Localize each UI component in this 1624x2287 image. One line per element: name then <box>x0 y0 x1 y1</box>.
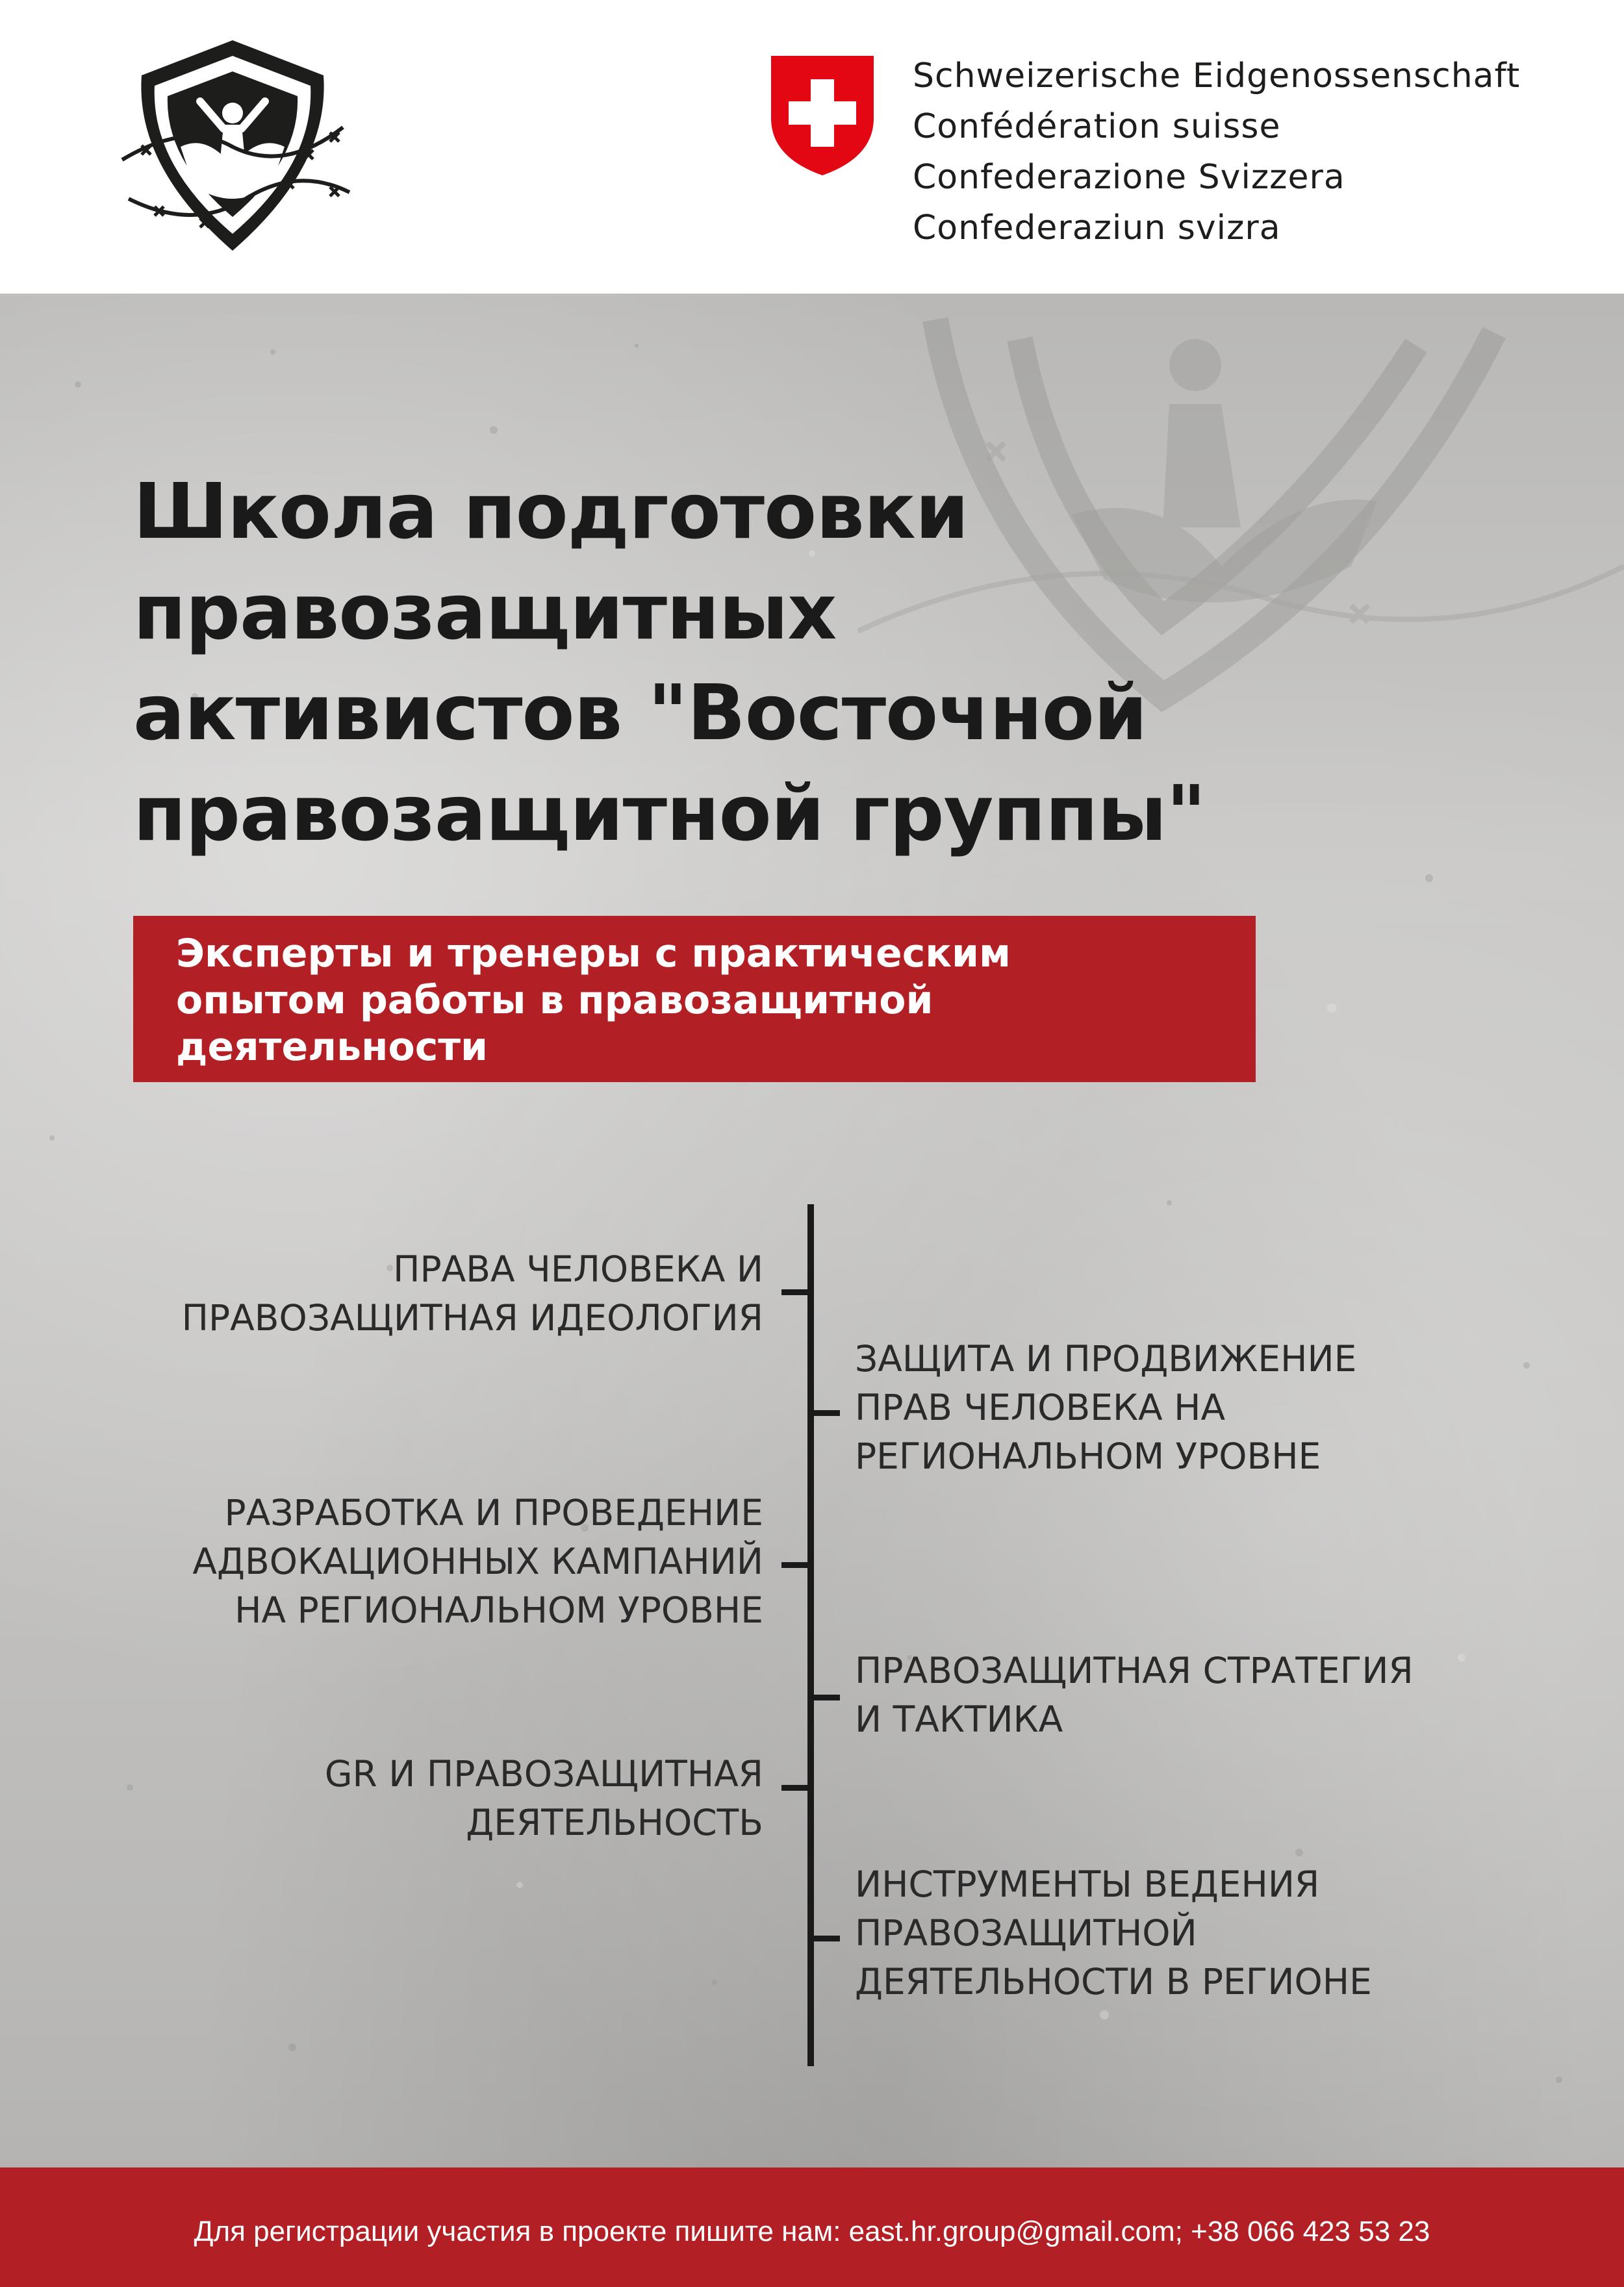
timeline-tick <box>781 1562 811 1568</box>
topic-line: РЕГИОНАЛЬНОМ УРОВНЕ <box>855 1435 1321 1477</box>
topic-right-3 <box>855 1860 1372 2006</box>
topic-right-1 <box>855 1335 1356 1481</box>
topic-left-3 <box>325 1750 763 1847</box>
timeline-tick <box>811 1936 840 1941</box>
topic-left-1 <box>182 1245 763 1343</box>
topic-line: ПРАВОЗАЩИТНАЯ ИДЕОЛОГИЯ <box>181 1297 763 1339</box>
topic-line: И ТАКТИКА <box>855 1699 1063 1740</box>
confederation-name-rm: Confederaziun svizra <box>913 208 1281 247</box>
topic-line: ДЕЯТЕЛЬНОСТИ В РЕГИОНЕ <box>855 1961 1372 2003</box>
subtitle-text <box>176 930 1241 1070</box>
footer-banner <box>0 2167 1624 2287</box>
footer-contact-text: Для регистрации участия в проекте пишите нам: east.hr.group@gmail.com; +38 066 423 53 23 <box>194 2216 1430 2247</box>
confederation-name-it: Confederazione Svizzera <box>913 158 1345 197</box>
topic-line: ПРАВОЗАЩИТНОЙ <box>855 1912 1197 1954</box>
topic-line: GR И ПРАВОЗАЩИТНАЯ <box>324 1753 763 1795</box>
title-line: правозащитных <box>133 567 837 657</box>
timeline-tick <box>811 1410 840 1416</box>
title-line: правозащитной группы" <box>133 768 1206 858</box>
title-line: активистов "Восточной <box>133 668 1147 757</box>
subtitle-line: Эксперты и тренеры с практическим <box>176 931 1011 976</box>
topic-line: ИНСТРУМЕНТЫ ВЕДЕНИЯ <box>855 1864 1320 1905</box>
subtitle-line: деятельности <box>176 1024 488 1070</box>
topic-line: ДЕЯТЕЛЬНОСТЬ <box>466 1802 763 1843</box>
confederation-name-fr: Confédération suisse <box>913 107 1281 146</box>
subtitle-banner <box>133 916 1256 1082</box>
topic-line: АДВОКАЦИОННЫХ КАМПАНИЙ <box>192 1541 763 1582</box>
page-title <box>133 461 1432 864</box>
header <box>0 0 1624 294</box>
title-line: Школа подготовки <box>133 466 969 556</box>
shield-barbed-wire-logo <box>109 36 356 257</box>
timeline-tick <box>781 1785 811 1791</box>
confederation-name-de: Schweizerische Eidgenossenschaft <box>913 57 1521 95</box>
topic-line: ПРАВ ЧЕЛОВЕКА НА <box>855 1387 1226 1428</box>
subtitle-line: опытом работы в правозащитной <box>176 978 933 1023</box>
topic-line: НА РЕГИОНАЛЬНОМ УРОВНЕ <box>235 1589 763 1631</box>
topic-line: ПРАВОЗАЩИТНАЯ СТРАТЕГИЯ <box>855 1650 1414 1691</box>
topic-right-2 <box>855 1647 1414 1744</box>
topic-left-2 <box>192 1489 763 1635</box>
topic-line: РАЗРАБОТКА И ПРОВЕДЕНИЕ <box>224 1492 763 1534</box>
topic-line: ЗАЩИТА И ПРОДВИЖЕНИЕ <box>855 1338 1357 1380</box>
timeline-tick <box>811 1695 840 1700</box>
timeline-tick <box>781 1289 811 1295</box>
confederation-names <box>913 51 1520 253</box>
swiss-cross-shield <box>768 53 876 178</box>
main-poster-area <box>0 294 1624 2167</box>
topic-line: ПРАВА ЧЕЛОВЕКА И <box>393 1248 763 1290</box>
